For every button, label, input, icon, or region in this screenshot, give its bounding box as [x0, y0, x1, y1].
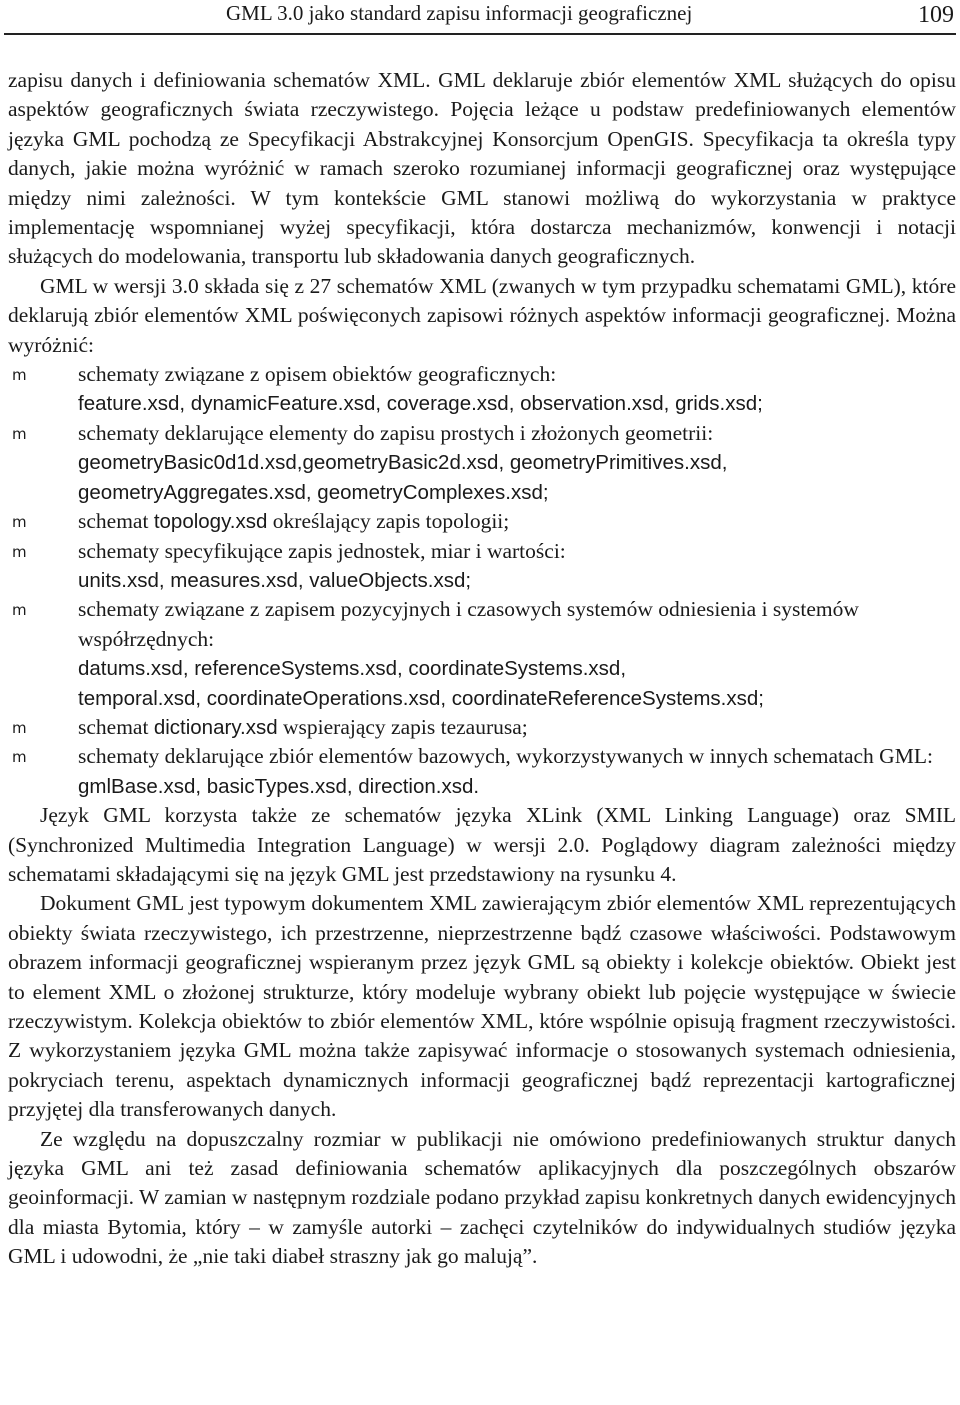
- body-text: [8, 66, 956, 1272]
- bullet-icon: m: [12, 718, 27, 737]
- list-item: [8, 419, 956, 507]
- list-item-text: schematy deklarujące zbiór elementów bazowych, wykorzystywanych w innych schematach GML:: [78, 744, 933, 769]
- paragraph-3: Język GML korzysta także ze schematów języka XLink (XML Linking Language) oraz SMIL (Synchronized Multimedia Integration Language) w wersji 2.0. Poglądowy diagram zależności między schematami składającymi się na język GML jest przedstawiony na rysunku 4.: [8, 803, 956, 886]
- list-item-text: określający zapis topologii;: [267, 509, 510, 534]
- schema-file-list: geometryBasic0d1d.xsd,geometryBasic2d.xsd, geometryPrimitives.xsd,: [78, 451, 728, 475]
- header-rule: [4, 33, 956, 35]
- list-item-text: schematy związane z zapisem pozycyjnych i czasowych systemów odniesienia i systemów współrzędnych:: [78, 597, 859, 651]
- running-title: GML 3.0 jako standard zapisu informacji geograficznej: [226, 1, 693, 25]
- paragraph-5: Ze względu na dopuszczalny rozmiar w publikacji nie omówiono predefiniowanych struktur danych języka GML ani też zasad definiowania schematów aplikacyjnych dla poszczególnych obszarów geoinformacji. W zamian w następnym rozdziale podano przykład zapisu konkretnych danych ewidencyjnych dla miasta Bytomia, który – w zamyśle autorki – zachęci czytelników do indywidualnych studiów języka GML i udowodni, że „nie taki diabeł straszny jak go malują”.: [8, 1126, 956, 1269]
- list-item: [8, 507, 956, 536]
- bullet-icon: m: [12, 366, 27, 385]
- schema-list: [8, 360, 956, 801]
- bullet-icon: m: [12, 601, 27, 620]
- paragraph-2: GML w wersji 3.0 składa się z 27 schematów XML (zwanych w tym przypadku schematami GML), które deklarują zbiór elementów XML poświęconych zapisowi różnych aspektów informacji geograficznej. Można wyróżnić:: [8, 273, 956, 357]
- bullet-icon: m: [12, 424, 27, 443]
- paragraph-4: Dokument GML jest typowym dokumentem XML zawierającym zbiór elementów XML reprezentujących obiekty świata rzeczywistego, ich przestrzenne, nieprzestrzenne bądź czasowe właściwości. Podstawowym obrazem informacji geograficznej wspieranym przez język GML są obiekty i kolekcje obiektów. Obiekt jest to element XML o złożonej strukturze, który modeluje wybrany obiekt lub pojęcie występujące w świecie rzeczywistym. Kolekcja obiektów to zbiór elementów XML, które wspólnie opisują fragment rzeczywistości. Z wykorzystaniem języka GML można także zapisywać informacje o stosowanych systemach odniesienia, pokryciach terenu, aspektach dynamicznych informacji geograficznej bądź reprezentacji kartograficznej przyjętej dla transferowanych danych.: [8, 891, 956, 1122]
- list-item: [8, 713, 956, 742]
- schema-file-list: datums.xsd, referenceSystems.xsd, coordinateSystems.xsd,: [78, 657, 627, 681]
- bullet-icon: m: [12, 542, 27, 561]
- schema-file-name: dictionary.xsd: [153, 715, 278, 739]
- schema-file-name: topology.xsd: [153, 510, 268, 534]
- list-item-text: wspierający zapis tezaurusa;: [277, 714, 528, 739]
- page-header: [0, 0, 960, 36]
- page-number: 109: [918, 2, 954, 28]
- list-item-text: schemat: [78, 509, 154, 534]
- list-item-text: schematy deklarujące elementy do zapisu prostych i złożonych geometrii:: [78, 420, 714, 445]
- schema-file-list: gmlBase.xsd, basicTypes.xsd, direction.xsd.: [78, 774, 480, 798]
- list-item: [8, 742, 956, 801]
- list-item: [8, 360, 956, 419]
- schema-file-list: geometryAggregates.xsd, geometryComplexes.xsd;: [78, 480, 549, 504]
- schema-file-list: temporal.xsd, coordinateOperations.xsd, coordinateReferenceSystems.xsd;: [78, 686, 764, 710]
- list-item: [8, 537, 956, 596]
- list-item-text: schemat: [78, 714, 154, 739]
- schema-file-list: units.xsd, measures.xsd, valueObjects.xsd;: [78, 568, 472, 592]
- list-item-text: schematy związane z opisem obiektów geograficznych:: [78, 362, 557, 387]
- paragraph-1: zapisu danych i definiowania schematów XML. GML deklaruje zbiór elementów XML służących do opisu aspektów geograficznych świata rzeczywistego. Pojęcia leżące u podstaw predefiniowanych elementów języka GML pochodzą ze Specyfikacji Abstrakcyjnej Konsorcjum OpenGIS. Specyfikacja ta określa typy danych, jakie można wyróżnić w ramach szeroko rozumianej informacji geograficznej oraz występujące między nimi zależności. W tym kontekście GML stanowi możliwą do wykorzystania w praktyce implementację wspomnianej wyżej specyfikacji, która dostarcza mechanizmów, konwencji i notacji służących do modelowania, transportu lub składowania danych geograficznych.: [8, 68, 956, 269]
- bullet-icon: m: [12, 513, 27, 532]
- bullet-icon: m: [12, 748, 27, 767]
- list-item: [8, 595, 956, 713]
- list-item-text: schematy specyfikujące zapis jednostek, miar i wartości:: [78, 538, 566, 563]
- schema-file-list: feature.xsd, dynamicFeature.xsd, coverage.xsd, observation.xsd, grids.xsd;: [78, 392, 763, 416]
